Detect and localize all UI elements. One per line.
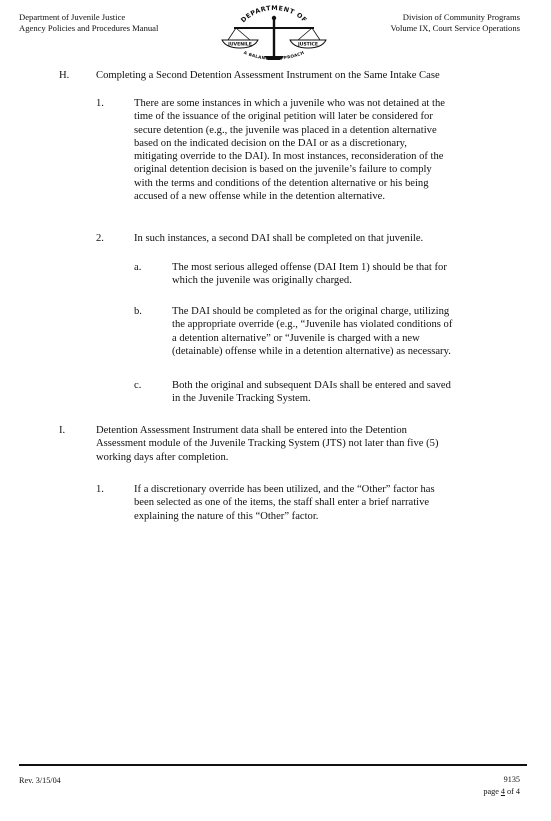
section-title: Completing a Second Detention Assessment Instrument on the Same Intake Case bbox=[96, 70, 440, 81]
document-number: 9135 bbox=[503, 775, 520, 784]
subitem-paragraph bbox=[172, 305, 524, 358]
item-paragraph bbox=[134, 97, 524, 203]
text-line: If a discretionary override has been utilized, and the “Other” factor has bbox=[134, 484, 435, 495]
text-line: The DAI should be completed as for the original charge, utilizing bbox=[172, 306, 450, 317]
text-line: There are some instances in which a juvenile who was not detained at the bbox=[134, 98, 445, 109]
footer-right bbox=[483, 774, 520, 798]
text-line: the appropriate override (e.g., “Juvenile has violated conditions of bbox=[172, 319, 453, 331]
logo-left-pan-text: JUVENILE bbox=[228, 42, 252, 48]
page-indicator bbox=[483, 786, 520, 798]
subitem-letter: c. bbox=[134, 380, 142, 391]
subitem-paragraph bbox=[172, 261, 524, 288]
section-letter: H. bbox=[59, 70, 70, 81]
item-paragraph bbox=[134, 232, 524, 245]
footer-divider bbox=[19, 764, 527, 766]
text-line: secure detention (e.g., the juvenile was placed in a detention alternative bbox=[134, 124, 437, 136]
text-line: based on the indicated decision on the DAI or as a discretionary, bbox=[134, 137, 407, 149]
text-line: in the Juvenile Tracking System. bbox=[172, 393, 311, 405]
djj-seal-logo bbox=[214, 2, 334, 66]
section-paragraph bbox=[96, 424, 536, 464]
manual-name: Agency Policies and Procedures Manual bbox=[19, 22, 159, 33]
item-number: 1. bbox=[96, 484, 104, 495]
text-line: been selected as one of the items, the staff shall enter a brief narrative bbox=[134, 497, 430, 509]
text-line: original detention decision is based on the juvenile’s failure to comply bbox=[134, 164, 432, 176]
text-line: Detention Assessment Instrument data shall be entered into the Detention bbox=[96, 425, 407, 436]
text-line: In such instances, a second DAI shall be completed on that juvenile. bbox=[134, 233, 424, 244]
text-line: Both the original and subsequent DAIs shall be entered and saved bbox=[172, 380, 451, 391]
text-line: (detainable) offense while in a detention alternative) as necessary. bbox=[172, 345, 451, 357]
subitem-letter: b. bbox=[134, 306, 142, 317]
item-paragraph bbox=[134, 483, 524, 523]
page-suffix: of 4 bbox=[504, 787, 520, 796]
text-line: with the terms and conditions of the detention alternative or his being bbox=[134, 177, 429, 189]
subitem-paragraph bbox=[172, 379, 524, 406]
text-line: time of the issuance of the original petition will later be considered for bbox=[134, 111, 433, 123]
text-line: explaining the nature of this “Other” factor. bbox=[134, 510, 319, 522]
page-prefix: page bbox=[483, 787, 501, 796]
item-number: 2. bbox=[96, 233, 104, 244]
header-left bbox=[19, 12, 158, 33]
text-line: which the juvenile was originally charged. bbox=[172, 275, 352, 287]
section-letter: I. bbox=[59, 425, 66, 436]
text-line: working days after completion. bbox=[96, 451, 229, 463]
division-name: Division of Community Programs bbox=[402, 12, 520, 22]
item-number: 1. bbox=[96, 98, 104, 109]
page-current: 4 bbox=[500, 787, 505, 796]
text-line: a detention alternative” or “Juvenile is charged with a new bbox=[172, 332, 420, 344]
subitem-letter: a. bbox=[134, 262, 142, 273]
logo-bottom-text: A BALANCED APPROACH bbox=[243, 49, 305, 62]
logo-top-text: DEPARTMENT OF bbox=[239, 3, 309, 25]
text-line: accused of a new offense while in the detention alternative. bbox=[134, 191, 386, 203]
text-line: Assessment module of the Juvenile Tracking System (JTS) not later than five (5) bbox=[96, 438, 439, 450]
text-line: The most serious alleged offense (DAI Item 1) should be that for bbox=[172, 262, 447, 273]
text-line: mitigating override to the DAI). In most instances, reconsideration of the bbox=[134, 151, 444, 163]
header-right bbox=[391, 12, 520, 33]
logo-right-pan-text: JUSTICE bbox=[297, 42, 319, 48]
department-name: Department of Juvenile Justice bbox=[19, 12, 126, 22]
volume-name: Volume IX, Court Service Operations bbox=[390, 22, 520, 33]
revision-date: Rev. 3/15/04 bbox=[19, 776, 61, 785]
